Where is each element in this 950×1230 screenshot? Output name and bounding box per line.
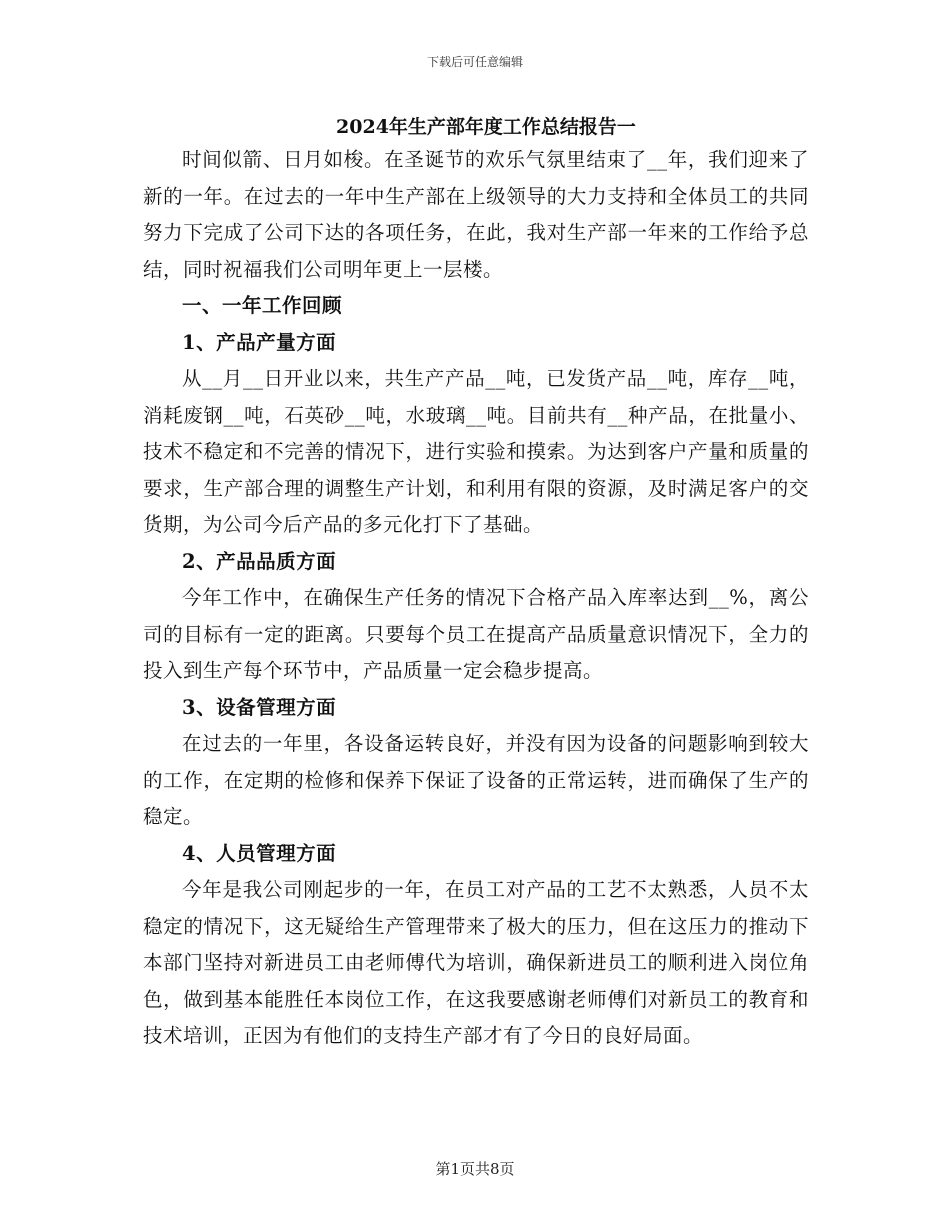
heading-quality: 2、产品品质方面 [182,549,337,573]
heading-equipment: 3、设备管理方面 [182,695,337,719]
heading-year-review: 一、一年工作回顾 [182,294,343,317]
document-title: 2024年生产部年度工作总结报告一 [336,116,636,138]
paragraph-quality: 今年工作中，在确保生产任务的情况下合格产品入库率达到__%，离公司的目标有一定的距离。只要每个员工在提高产品质量意识情况下，全力的投入到生产每个环节中，产品质量一定会稳步提高。 [143,586,809,682]
document-body [143,112,809,1055]
paragraph-intro: 时间似箭、日月如梭。在圣诞节的欢乐气氛里结束了__年，我们迎来了新的一年。在过去的一年中生产部在上级领导的大力支持和全体员工的共同努力下完成了公司下达的各项任务，在此，我对生产部一年来的工作给予总结，同时祝福我们公司明年更上一层楼。 [143,148,809,281]
paragraph-output: 从__月__日开业以来，共生产产品__吨，已发货产品__吨，库存__吨，消耗废钢__吨，石英砂__吨，水玻璃__吨。目前共有__种产品，在批量小、技术不稳定和不完善的情况下，进行实验和摸索。为达到客户产量和质量的要求，生产部合理的调整生产计划，和利用有限的资源，及时满足客户的交货期，为公司今后产品的多元化打下了基础。 [143,367,809,536]
paragraph-personnel: 今年是我公司刚起步的一年，在员工对产品的工艺不太熟悉，人员不太稳定的情况下，这无疑给生产管理带来了极大的压力，但在这压力的推动下本部门坚持对新进员工由老师傅代为培训，确保新进员工的顺利进入岗位角色，做到基本能胜任本岗位工作，在这我要感谢老师傅们对新员工的教育和技术培训，正因为有他们的支持生产部才有了今日的良好局面。 [143,878,809,1047]
paragraph-equipment: 在过去的一年里，各设备运转良好，并没有因为设备的问题影响到较大的工作，在定期的检修和保养下保证了设备的正常运转，进而确保了生产的稳定。 [143,732,809,828]
heading-personnel: 4、人员管理方面 [182,841,337,865]
header-note: 下载后可任意编辑 [426,55,523,69]
heading-output: 1、产品产量方面 [182,330,337,354]
page-footer: 第1页共8页 [435,1160,515,1178]
